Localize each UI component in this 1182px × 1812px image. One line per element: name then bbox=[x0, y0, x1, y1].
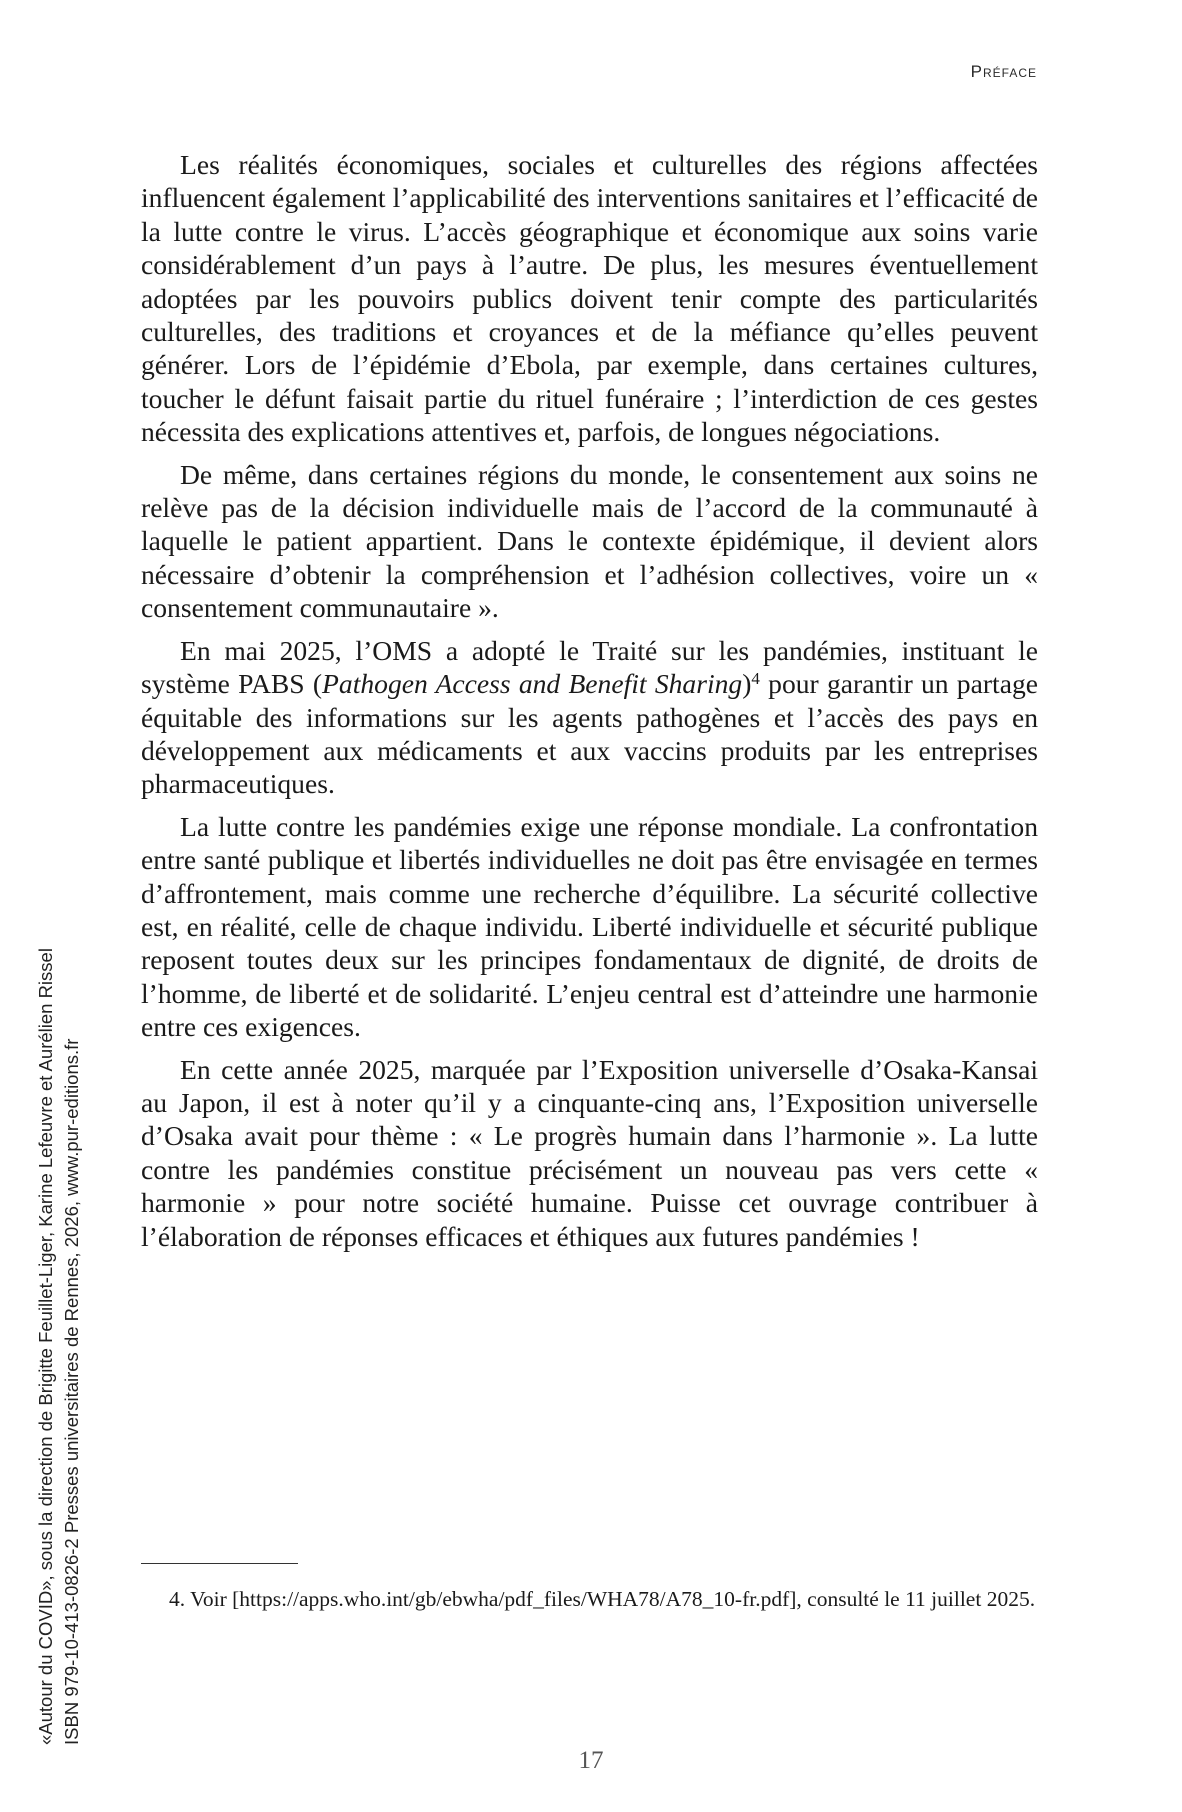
paragraph-3 bbox=[141, 634, 1038, 801]
paragraph-5: En cette année 2025, marquée par l’Exposition universelle d’Osaka-Kansai au Japon, il est à noter qu’il y a cinquante-cinq ans, l’Exposition universelle d’Osaka avait pour thème : « Le progrès humain dans l’harmonie ». La lutte contre les pandémies constitue précisément un nouveau pas vers cette « harmonie » pour notre société humaine. Puisse cet ouvrage contribuer à l’élaboration de réponses efficaces et éthiques aux futures pandémies ! bbox=[141, 1053, 1038, 1252]
paragraph-3-start: En mai 2025, l’OMS a adopté le Traité sur les pandémies, instituant le système PABS ( bbox=[141, 634, 1038, 700]
footnote-4-text: 4. Voir [https://apps.who.int/gb/ebwha/pdf_files/WHA78/A78_10-fr.pdf], consulté le 11 juillet 2025. bbox=[169, 1587, 1036, 1611]
footnote-separator bbox=[141, 1563, 298, 1564]
footnote-4 bbox=[141, 1586, 1038, 1612]
paragraph-2: De même, dans certaines régions du monde, le consentement aux soins ne relève pas de la décision individuelle mais de l’accord de la communauté à laquelle le patient appartient. Dans le contexte épidémique, il devient alors nécessaire d’obtenir la compréhension et l’adhésion collectives, voire un « consentement communautaire ». bbox=[141, 458, 1038, 624]
running-header: Préface bbox=[970, 62, 1037, 81]
page-number: 17 bbox=[578, 1747, 604, 1774]
side-credit-line-1: «Autour du COVID», sous la direction de Brigitte Feuillet-Liger, Karine Lefeuvre et Aurélien Rissel bbox=[35, 948, 56, 1745]
paragraph-3-end: pour garantir un partage équitable des informations sur les agents pathogènes et l’accès des pays en développement aux médicaments et aux vaccins produits par les entreprises pharmaceutiques. bbox=[141, 668, 1038, 800]
paragraph-1: Les réalités économiques, sociales et culturelles des régions affectées influencent également l’applicabilité des interventions sanitaires et l’efficacité de la lutte contre le virus. L’accès géographique et économique aux soins varie considérablement d’un pays à l’autre. De plus, les mesures éventuellement adoptées par les pouvoirs publics doivent tenir compte des particularités culturelles, des traditions et croyances et de la méfiance qu’elles peuvent générer. Lors de l’épidémie d’Ebola, par exemple, dans certaines cultures, toucher le défunt faisait partie du rituel funéraire ; l’interdiction de ces gestes nécessita des explications attentives et, parfois, de longues négociations. bbox=[141, 149, 1038, 448]
pabs-italic-term: Pathogen Access and Benefit Sharing bbox=[322, 668, 743, 700]
paragraph-4: La lutte contre les pandémies exige une réponse mondiale. La confrontation entre santé publique et libertés individuelles ne doit pas être envisagée en termes d’affrontement, mais comme une recherche d’équilibre. La sécurité collective est, en réalité, celle de chaque individu. Liberté individuelle et sécurité publique reposent toutes deux sur les principes fondamentaux de dignité, de droits de l’homme, de liberté et de solidarité. L’enjeu central est d’atteindre une harmonie entre ces exigences. bbox=[141, 810, 1038, 1043]
side-credit-line-2: ISBN 979-10-413-0826-2 Presses universitaires de Rennes, 2026, www.pur-editions.fr bbox=[61, 1038, 82, 1745]
body-text bbox=[141, 148, 1038, 1262]
footnote-ref-4[interactable]: 4 bbox=[751, 669, 760, 689]
paragraph-3-close-paren: ) bbox=[742, 668, 752, 700]
side-credit bbox=[33, 755, 85, 1745]
